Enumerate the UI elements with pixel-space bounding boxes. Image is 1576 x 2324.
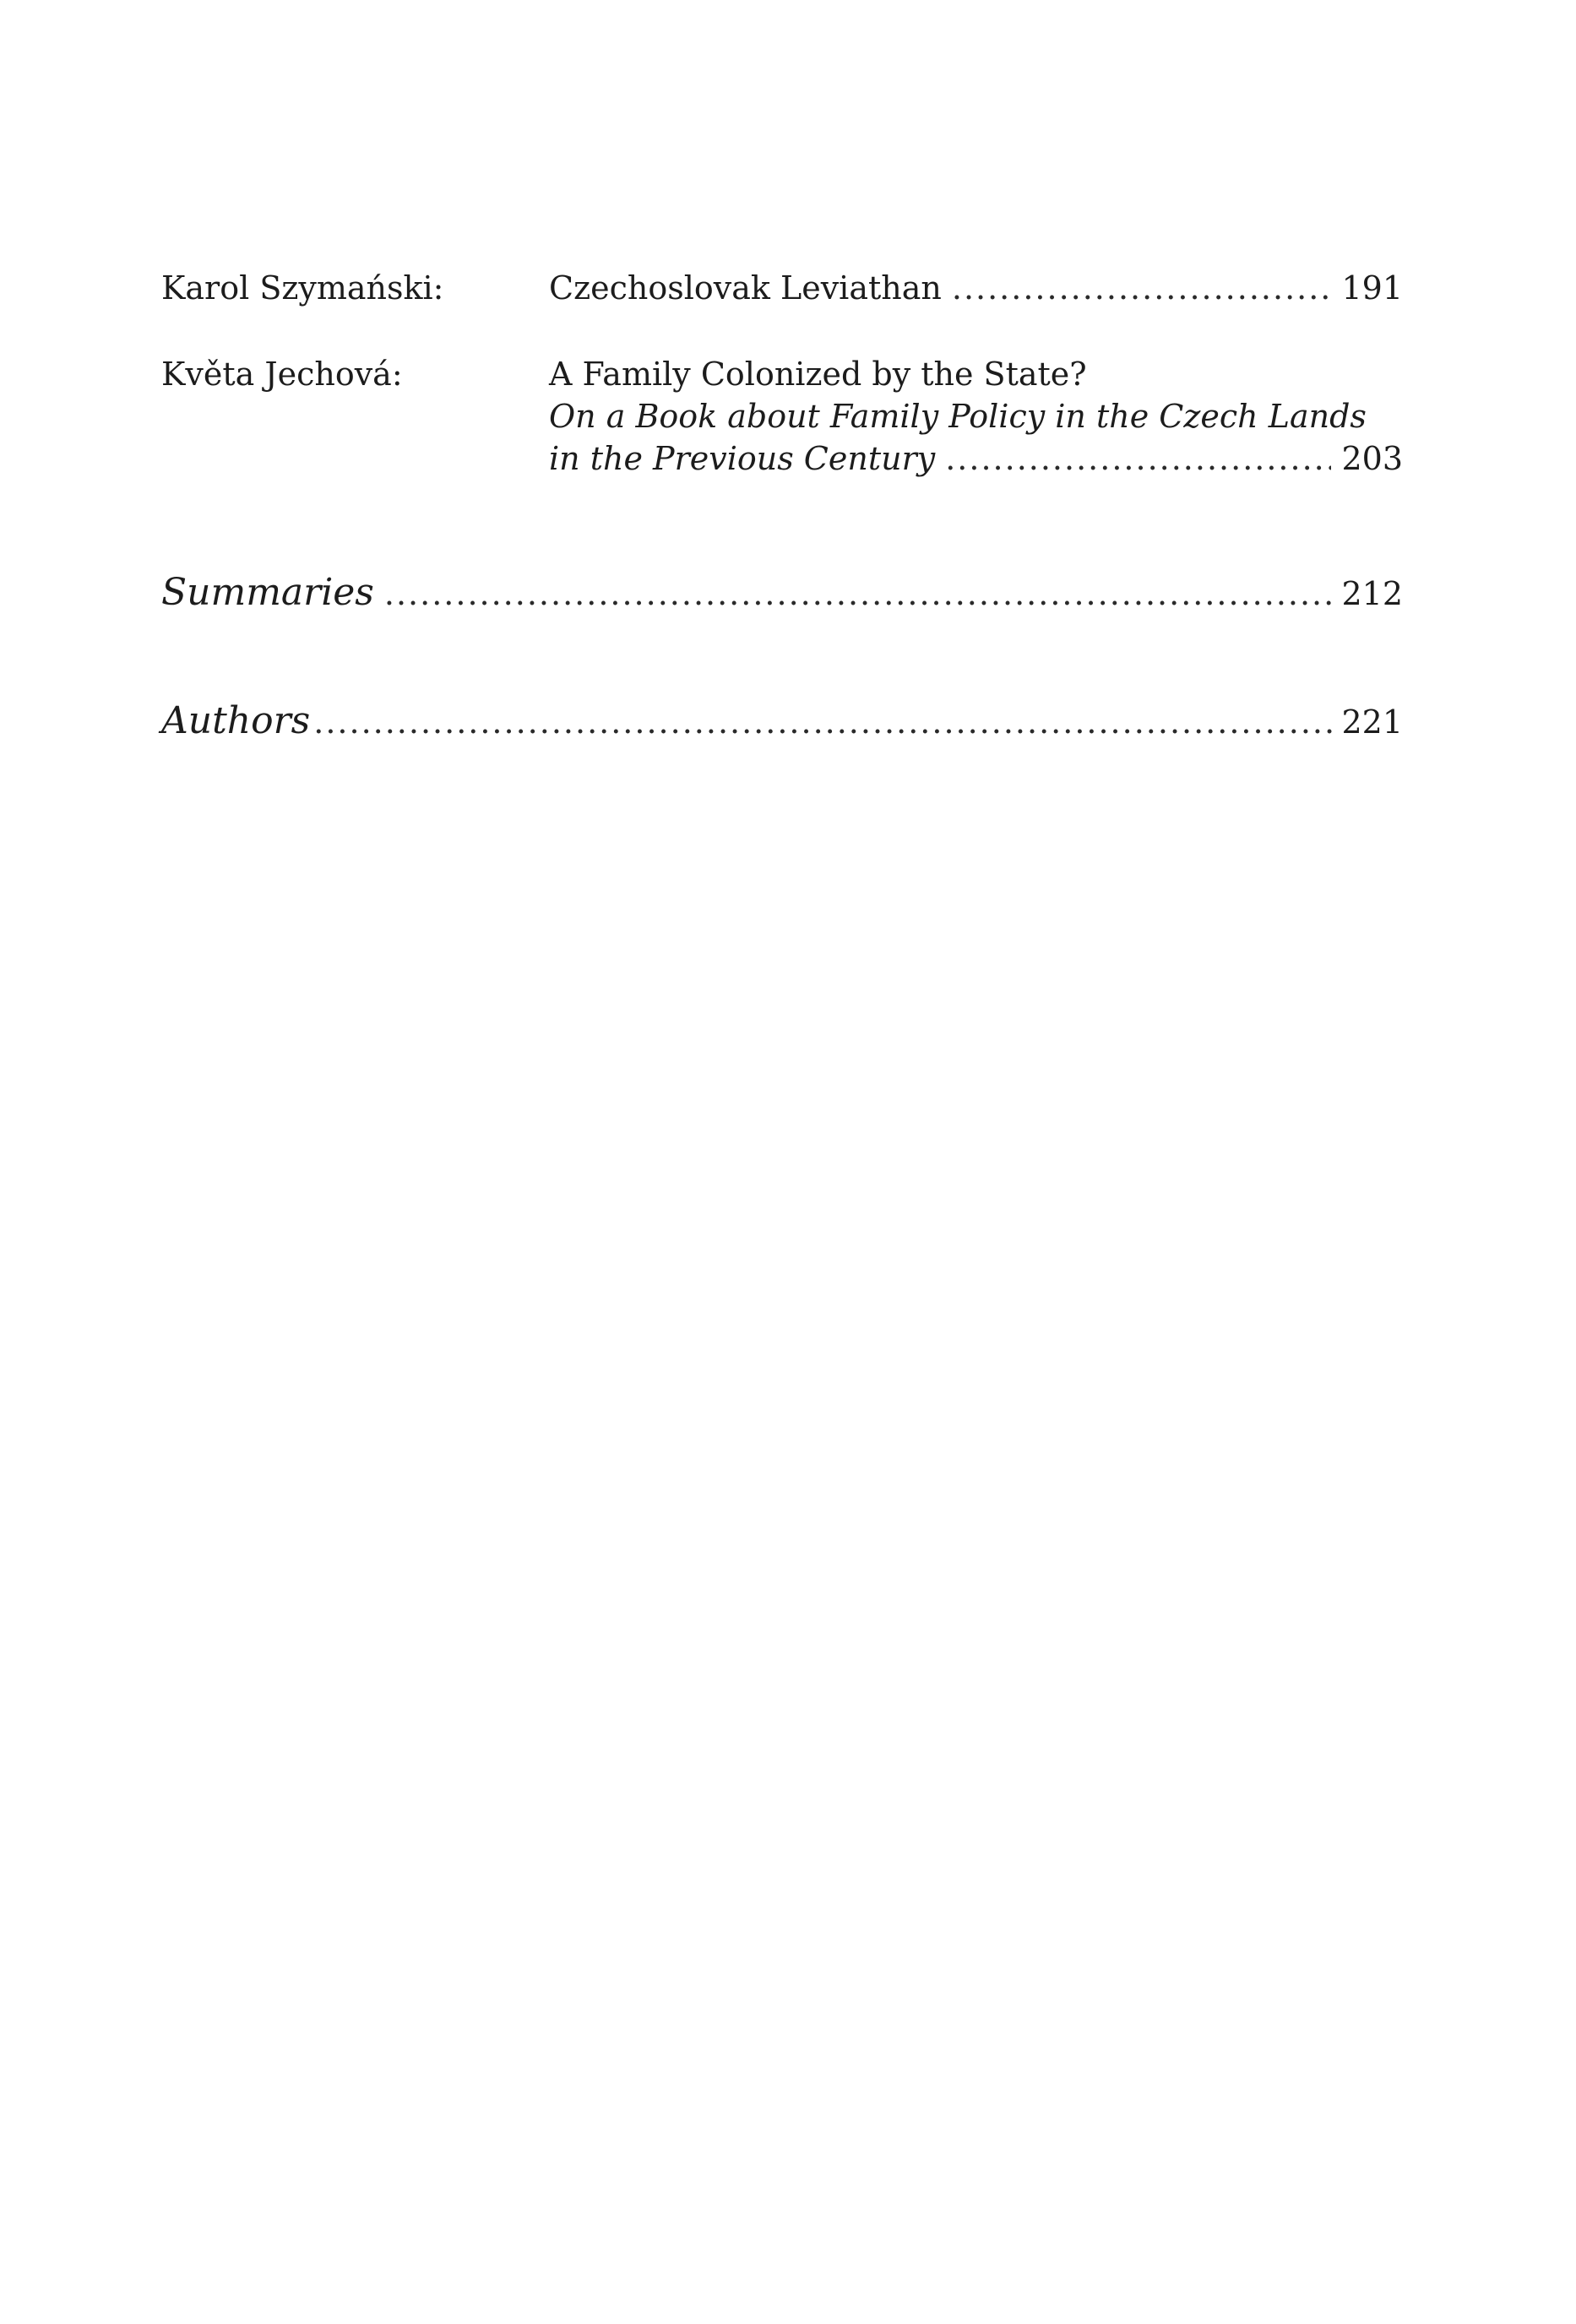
toc-section-title: Summaries xyxy=(161,571,374,614)
toc-entry-title-block xyxy=(549,353,1403,480)
toc-entry-page-number: 191 xyxy=(1341,269,1403,307)
toc-entry-author: Květa Jechová: xyxy=(161,356,403,393)
toc-entry-subtitle-line: On a Book about Family Policy in the Czech Lands xyxy=(549,398,1367,435)
toc-entry-subtitle-last-line xyxy=(549,437,1403,480)
toc-section-summaries xyxy=(161,569,1403,617)
toc-section-authors xyxy=(161,698,1403,746)
toc-entry-title: A Family Colonized by the State? xyxy=(549,356,1087,393)
toc-entry-subtitle-line: in the Previous Century xyxy=(549,440,936,477)
dot-leader xyxy=(384,570,1332,617)
toc-section-page-number: 212 xyxy=(1341,575,1403,612)
toc-entry-page-number: 203 xyxy=(1341,440,1403,477)
dot-leader xyxy=(945,437,1331,480)
toc-entry-title-block xyxy=(549,267,1403,309)
toc-section-title: Authors xyxy=(161,699,311,742)
dot-leader xyxy=(952,267,1332,309)
toc-section-page-number: 221 xyxy=(1341,703,1403,741)
toc-entry-title: Czechoslovak Leviathan xyxy=(549,269,942,307)
dot-leader xyxy=(313,698,1338,746)
toc-entry-title-line xyxy=(549,267,1403,309)
toc-entry-author: Karol Szymański: xyxy=(161,269,444,307)
